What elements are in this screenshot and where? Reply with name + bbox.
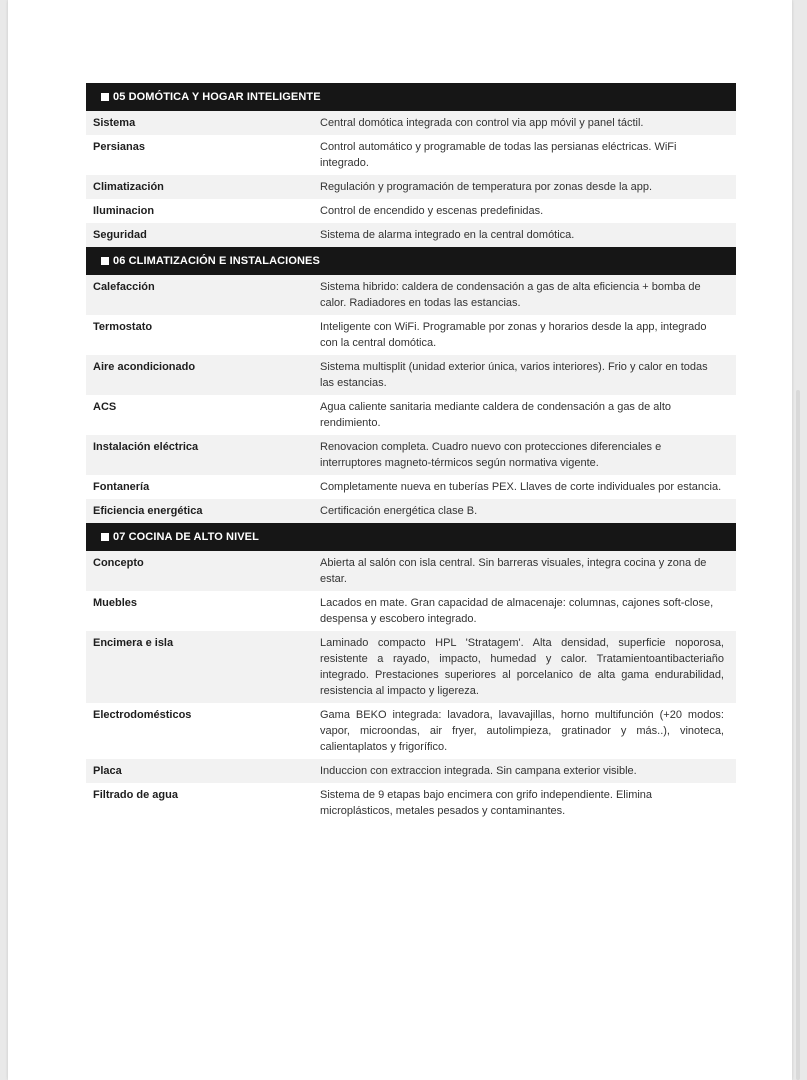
row-label: Filtrado de agua [93, 789, 178, 801]
section-header [86, 247, 736, 275]
section-domotica [86, 83, 736, 247]
document-page [8, 0, 792, 1080]
row-value: Gama BEKO integrada: lavadora, lavavajillas, horno multifunción (+20 modos: vapor, microondas, air fryer, autolimpieza, gratinador y más..), vinoteca, calientaplatos y frigorífico. [320, 709, 724, 753]
row-label: Aire acondicionado [93, 361, 196, 373]
row-value: Renovacion completa. Cuadro nuevo con protecciones diferenciales e interruptores magneto-térmicos según normativa vigente. [320, 441, 662, 469]
row-value: Completamente nueva en tuberías PEX. Llaves de corte individuales por estancia. [320, 481, 722, 493]
row-value: Sistema hibrido: caldera de condensación a gas de alta eficiencia + bomba de calor. Radiadores en todas las estancias. [320, 281, 701, 309]
square-bullet-icon [101, 93, 109, 101]
table-row [86, 551, 736, 591]
section-climatizacion [86, 247, 736, 523]
table-row [86, 395, 736, 435]
scrollbar[interactable] [796, 390, 800, 1080]
row-label: Electrodomésticos [93, 709, 192, 721]
row-label: Seguridad [93, 229, 147, 241]
row-value: Induccion con extraccion integrada. Sin campana exterior visible. [320, 765, 637, 777]
table-row [86, 499, 736, 523]
section-title: 05 DOMÓTICA Y HOGAR INTELIGENTE [113, 91, 321, 103]
row-value: Inteligente con WiFi. Programable por zonas y horarios desde la app, integrado con la central domótica. [320, 321, 707, 349]
table-row [86, 223, 736, 247]
row-label: Encimera e isla [93, 637, 174, 649]
row-value: Sistema de 9 etapas bajo encimera con grifo independiente. Elimina microplásticos, metales pesados y contaminantes. [320, 789, 653, 817]
row-value: Sistema de alarma integrado en la central domótica. [320, 229, 575, 241]
table-row [86, 275, 736, 315]
section-title: 06 CLIMATIZACIÓN E INSTALACIONES [113, 255, 320, 267]
spec-table [86, 83, 736, 823]
row-value: Laminado compacto HPL 'Stratagem'. Alta densidad, superficie noporosa, resistente a rayado, impacto, humedad y calor. Tratamientoantibacteriaño integrado. Prestaciones superiores al porcelanico de alta gama endurabilidad, resistencia al impacto y ligereza. [320, 637, 724, 697]
square-bullet-icon [101, 533, 109, 541]
row-value: Control automático y programable de todas las persianas eléctricas. WiFi integrado. [320, 141, 677, 169]
table-row [86, 199, 736, 223]
section-title: 07 COCINA DE ALTO NIVEL [113, 531, 259, 543]
table-row [86, 783, 736, 823]
row-label: Concepto [93, 557, 144, 569]
table-row [86, 631, 736, 703]
row-value: Sistema multisplit (unidad exterior única, varios interiores). Frio y calor en todas las estancias. [320, 361, 708, 389]
row-label: Climatización [93, 181, 164, 193]
table-row [86, 175, 736, 199]
table-row [86, 759, 736, 783]
section-cocina [86, 523, 736, 823]
row-value: Abierta al salón con isla central. Sin barreras visuales, integra cocina y zona de estar. [320, 557, 707, 585]
row-value: Certificación energética clase B. [320, 505, 478, 517]
table-row [86, 135, 736, 175]
table-row [86, 703, 736, 759]
table-row [86, 475, 736, 499]
row-value: Agua caliente sanitaria mediante caldera de condensación a gas de alto rendimiento. [320, 401, 672, 429]
section-header [86, 83, 736, 111]
row-value: Regulación y programación de temperatura por zonas desde la app. [320, 181, 653, 193]
row-value: Lacados en mate. Gran capacidad de almacenaje: columnas, cajones soft-close, despensa y escobero integrado. [320, 597, 714, 625]
row-label: Eficiencia energética [93, 505, 203, 517]
row-label: Muebles [93, 597, 138, 609]
table-row [86, 591, 736, 631]
table-row [86, 355, 736, 395]
table-row [86, 111, 736, 135]
row-label: ACS [93, 401, 117, 413]
row-label: Iluminacion [93, 205, 155, 217]
row-label: Calefacción [93, 281, 155, 293]
row-label: Sistema [93, 117, 136, 129]
table-row [86, 435, 736, 475]
table-row [86, 315, 736, 355]
square-bullet-icon [101, 257, 109, 265]
row-label: Instalación eléctrica [93, 441, 199, 453]
row-value: Central domótica integrada con control via app móvil y panel táctil. [320, 117, 644, 129]
row-value: Control de encendido y escenas predefinidas. [320, 205, 544, 217]
row-label: Placa [93, 765, 122, 777]
row-label: Persianas [93, 141, 145, 153]
row-label: Termostato [93, 321, 153, 333]
section-header [86, 523, 736, 551]
row-label: Fontanería [93, 481, 150, 493]
